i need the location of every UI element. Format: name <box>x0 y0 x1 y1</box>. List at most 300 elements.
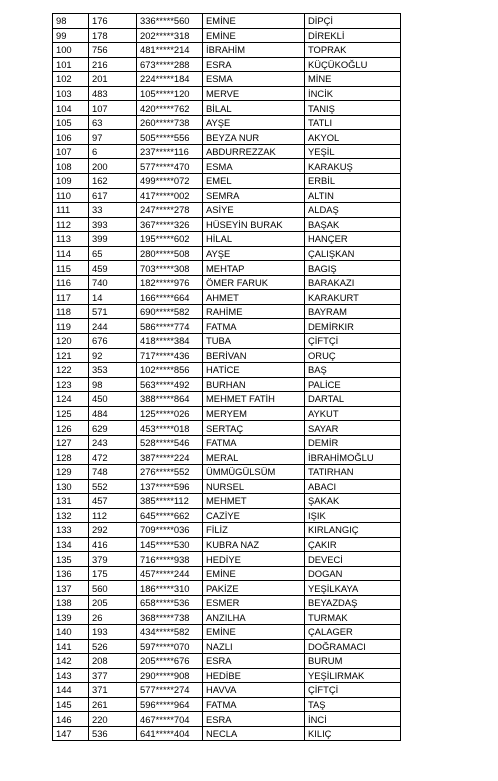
row-number-cell: 145 <box>53 697 89 712</box>
id-number-cell: 260*****738 <box>137 115 203 130</box>
id-number-cell: 434*****582 <box>137 624 203 639</box>
first-name-cell: HAVVA <box>203 683 305 698</box>
table-row <box>53 232 401 247</box>
first-name-cell: ESRA <box>203 712 305 727</box>
first-name-cell: BEYZA NUR <box>203 130 305 145</box>
last-name-cell: YEŞİLKAYA <box>305 581 401 596</box>
sequence-cell: 65 <box>89 246 137 261</box>
last-name-cell: BAŞAK <box>305 217 401 232</box>
id-number-cell: 716*****938 <box>137 552 203 567</box>
id-number-cell: 336*****560 <box>137 14 203 29</box>
table-row <box>53 43 401 58</box>
row-number-cell: 112 <box>53 217 89 232</box>
last-name-cell: YEŞİL <box>305 144 401 159</box>
id-number-cell: 205*****676 <box>137 654 203 669</box>
id-number-cell: 596*****964 <box>137 697 203 712</box>
sequence-cell: 261 <box>89 697 137 712</box>
table-row <box>53 246 401 261</box>
sequence-cell: 740 <box>89 275 137 290</box>
last-name-cell: ERBİL <box>305 174 401 189</box>
last-name-cell: ŞAKAK <box>305 494 401 509</box>
sequence-cell: 457 <box>89 494 137 509</box>
last-name-cell: DEVECİ <box>305 552 401 567</box>
id-number-cell: 105*****120 <box>137 86 203 101</box>
sequence-cell: 552 <box>89 479 137 494</box>
sequence-cell: 484 <box>89 406 137 421</box>
first-name-cell: ESMA <box>203 159 305 174</box>
last-name-cell: BAGIŞ <box>305 261 401 276</box>
table-row <box>53 304 401 319</box>
first-name-cell: TUBA <box>203 334 305 349</box>
first-name-cell: ÖMER FARUK <box>203 275 305 290</box>
row-number-cell: 117 <box>53 290 89 305</box>
first-name-cell: AHMET <box>203 290 305 305</box>
id-number-cell: 420*****762 <box>137 101 203 116</box>
last-name-cell: IŞIK <box>305 508 401 523</box>
table-row <box>53 654 401 669</box>
row-number-cell: 127 <box>53 435 89 450</box>
row-number-cell: 115 <box>53 261 89 276</box>
table-row <box>53 28 401 43</box>
id-number-cell: 709*****036 <box>137 523 203 538</box>
table-body <box>53 14 401 741</box>
table-row <box>53 639 401 654</box>
first-name-cell: NURSEL <box>203 479 305 494</box>
row-number-cell: 98 <box>53 14 89 29</box>
id-number-cell: 237*****116 <box>137 144 203 159</box>
sequence-cell: 353 <box>89 363 137 378</box>
table-row <box>53 712 401 727</box>
row-number-cell: 101 <box>53 57 89 72</box>
first-name-cell: EMEL <box>203 174 305 189</box>
row-number-cell: 109 <box>53 174 89 189</box>
first-name-cell: HATİCE <box>203 363 305 378</box>
table-row <box>53 508 401 523</box>
row-number-cell: 104 <box>53 101 89 116</box>
first-name-cell: HİLAL <box>203 232 305 247</box>
last-name-cell: PALİCE <box>305 377 401 392</box>
table-row <box>53 595 401 610</box>
id-number-cell: 387*****224 <box>137 450 203 465</box>
sequence-cell: 216 <box>89 57 137 72</box>
row-number-cell: 106 <box>53 130 89 145</box>
sequence-cell: 176 <box>89 14 137 29</box>
id-number-cell: 388*****864 <box>137 392 203 407</box>
first-name-cell: SERTAÇ <box>203 421 305 436</box>
id-number-cell: 166*****664 <box>137 290 203 305</box>
sequence-cell: 6 <box>89 144 137 159</box>
table-row <box>53 435 401 450</box>
id-number-cell: 417*****002 <box>137 188 203 203</box>
id-number-cell: 290*****908 <box>137 668 203 683</box>
first-name-cell: ANZILHA <box>203 610 305 625</box>
table-row <box>53 14 401 29</box>
first-name-cell: BURHAN <box>203 377 305 392</box>
sequence-cell: 98 <box>89 377 137 392</box>
table-row <box>53 174 401 189</box>
sequence-cell: 220 <box>89 712 137 727</box>
first-name-cell: AYŞE <box>203 246 305 261</box>
last-name-cell: YEŞİLIRMAK <box>305 668 401 683</box>
row-number-cell: 146 <box>53 712 89 727</box>
row-number-cell: 134 <box>53 537 89 552</box>
sequence-cell: 560 <box>89 581 137 596</box>
row-number-cell: 137 <box>53 581 89 596</box>
last-name-cell: SAYAR <box>305 421 401 436</box>
last-name-cell: DİREKLİ <box>305 28 401 43</box>
row-number-cell: 116 <box>53 275 89 290</box>
id-number-cell: 717*****436 <box>137 348 203 363</box>
last-name-cell: DEMİR <box>305 435 401 450</box>
id-number-cell: 690*****582 <box>137 304 203 319</box>
sequence-cell: 193 <box>89 624 137 639</box>
sequence-cell: 33 <box>89 203 137 218</box>
row-number-cell: 139 <box>53 610 89 625</box>
last-name-cell: KARAKUŞ <box>305 159 401 174</box>
id-number-cell: 586*****774 <box>137 319 203 334</box>
table-row <box>53 188 401 203</box>
sequence-cell: 243 <box>89 435 137 450</box>
first-name-cell: HEDİBE <box>203 668 305 683</box>
row-number-cell: 119 <box>53 319 89 334</box>
id-number-cell: 186*****310 <box>137 581 203 596</box>
id-number-cell: 125*****026 <box>137 406 203 421</box>
first-name-cell: RAHİME <box>203 304 305 319</box>
row-number-cell: 143 <box>53 668 89 683</box>
table-row <box>53 261 401 276</box>
id-number-cell: 137*****596 <box>137 479 203 494</box>
last-name-cell: KARAKURT <box>305 290 401 305</box>
id-number-cell: 182*****976 <box>137 275 203 290</box>
sequence-cell: 178 <box>89 28 137 43</box>
sequence-cell: 244 <box>89 319 137 334</box>
last-name-cell: MİNE <box>305 72 401 87</box>
id-number-cell: 641*****404 <box>137 726 203 741</box>
sequence-cell: 459 <box>89 261 137 276</box>
first-name-cell: HEDİYE <box>203 552 305 567</box>
last-name-cell: BARAKAZI <box>305 275 401 290</box>
last-name-cell: ALTIN <box>305 188 401 203</box>
sequence-cell: 416 <box>89 537 137 552</box>
table-row <box>53 683 401 698</box>
sequence-cell: 629 <box>89 421 137 436</box>
table-row <box>53 479 401 494</box>
first-name-cell: FATMA <box>203 697 305 712</box>
id-number-cell: 453*****018 <box>137 421 203 436</box>
row-number-cell: 103 <box>53 86 89 101</box>
sequence-cell: 205 <box>89 595 137 610</box>
id-number-cell: 367*****326 <box>137 217 203 232</box>
table-row <box>53 377 401 392</box>
first-name-cell: MEHMET <box>203 494 305 509</box>
last-name-cell: ORUÇ <box>305 348 401 363</box>
sequence-cell: 483 <box>89 86 137 101</box>
row-number-cell: 111 <box>53 203 89 218</box>
first-name-cell: EMİNE <box>203 624 305 639</box>
sequence-cell: 377 <box>89 668 137 683</box>
row-number-cell: 130 <box>53 479 89 494</box>
id-number-cell: 563*****492 <box>137 377 203 392</box>
first-name-cell: NECLA <box>203 726 305 741</box>
table-row <box>53 392 401 407</box>
sequence-cell: 63 <box>89 115 137 130</box>
id-number-cell: 195*****602 <box>137 232 203 247</box>
row-number-cell: 144 <box>53 683 89 698</box>
first-name-cell: MEHTAP <box>203 261 305 276</box>
sequence-cell: 200 <box>89 159 137 174</box>
sequence-cell: 571 <box>89 304 137 319</box>
table-row <box>53 144 401 159</box>
first-name-cell: HÜSEYİN BURAK <box>203 217 305 232</box>
table-row <box>53 566 401 581</box>
table-row <box>53 552 401 567</box>
row-number-cell: 102 <box>53 72 89 87</box>
table-row <box>53 275 401 290</box>
last-name-cell: İNCİK <box>305 86 401 101</box>
id-number-cell: 457*****244 <box>137 566 203 581</box>
id-number-cell: 481*****214 <box>137 43 203 58</box>
last-name-cell: TANIŞ <box>305 101 401 116</box>
first-name-cell: FİLİZ <box>203 523 305 538</box>
row-number-cell: 128 <box>53 450 89 465</box>
last-name-cell: BAŞ <box>305 363 401 378</box>
sequence-cell: 201 <box>89 72 137 87</box>
last-name-cell: HANÇER <box>305 232 401 247</box>
row-number-cell: 100 <box>53 43 89 58</box>
first-name-cell: EMİNE <box>203 14 305 29</box>
first-name-cell: CAZİYE <box>203 508 305 523</box>
table-row <box>53 581 401 596</box>
last-name-cell: AKYOL <box>305 130 401 145</box>
table-row <box>53 450 401 465</box>
row-number-cell: 121 <box>53 348 89 363</box>
id-number-cell: 467*****704 <box>137 712 203 727</box>
table-row <box>53 217 401 232</box>
row-number-cell: 105 <box>53 115 89 130</box>
last-name-cell: ÇAKIR <box>305 537 401 552</box>
sequence-cell: 393 <box>89 217 137 232</box>
first-name-cell: SEMRA <box>203 188 305 203</box>
id-number-cell: 597*****070 <box>137 639 203 654</box>
table-row <box>53 290 401 305</box>
first-name-cell: EMİNE <box>203 566 305 581</box>
first-name-cell: ESMER <box>203 595 305 610</box>
last-name-cell: TOPRAK <box>305 43 401 58</box>
row-number-cell: 110 <box>53 188 89 203</box>
sequence-cell: 756 <box>89 43 137 58</box>
id-number-cell: 577*****274 <box>137 683 203 698</box>
row-number-cell: 114 <box>53 246 89 261</box>
last-name-cell: ÇALIŞKAN <box>305 246 401 261</box>
last-name-cell: KÜÇÜKOĞLU <box>305 57 401 72</box>
sequence-cell: 14 <box>89 290 137 305</box>
row-number-cell: 142 <box>53 654 89 669</box>
first-name-cell: FATMA <box>203 435 305 450</box>
row-number-cell: 140 <box>53 624 89 639</box>
table-row <box>53 101 401 116</box>
first-name-cell: FATMA <box>203 319 305 334</box>
table-row <box>53 319 401 334</box>
last-name-cell: TATIRHAN <box>305 464 401 479</box>
sequence-cell: 208 <box>89 654 137 669</box>
id-number-cell: 673*****288 <box>137 57 203 72</box>
first-name-cell: MERAL <box>203 450 305 465</box>
results-table <box>52 13 401 741</box>
sequence-cell: 97 <box>89 130 137 145</box>
id-number-cell: 418*****384 <box>137 334 203 349</box>
row-number-cell: 129 <box>53 464 89 479</box>
last-name-cell: BURUM <box>305 654 401 669</box>
table-row <box>53 537 401 552</box>
first-name-cell: MERVE <box>203 86 305 101</box>
id-number-cell: 202*****318 <box>137 28 203 43</box>
first-name-cell: ESRA <box>203 57 305 72</box>
first-name-cell: BİLAL <box>203 101 305 116</box>
sequence-cell: 399 <box>89 232 137 247</box>
table-row <box>53 334 401 349</box>
last-name-cell: TATLI <box>305 115 401 130</box>
row-number-cell: 147 <box>53 726 89 741</box>
row-number-cell: 124 <box>53 392 89 407</box>
first-name-cell: ÜMMÜGÜLSÜM <box>203 464 305 479</box>
first-name-cell: ASİYE <box>203 203 305 218</box>
table-row <box>53 494 401 509</box>
table-row <box>53 203 401 218</box>
id-number-cell: 247*****278 <box>137 203 203 218</box>
first-name-cell: EMİNE <box>203 28 305 43</box>
id-number-cell: 658*****536 <box>137 595 203 610</box>
table-row <box>53 726 401 741</box>
sequence-cell: 379 <box>89 552 137 567</box>
first-name-cell: AYŞE <box>203 115 305 130</box>
table-row <box>53 348 401 363</box>
id-number-cell: 145*****530 <box>137 537 203 552</box>
table-row <box>53 72 401 87</box>
table-row <box>53 697 401 712</box>
first-name-cell: MERYEM <box>203 406 305 421</box>
last-name-cell: TURMAK <box>305 610 401 625</box>
row-number-cell: 120 <box>53 334 89 349</box>
sequence-cell: 676 <box>89 334 137 349</box>
first-name-cell: KUBRA NAZ <box>203 537 305 552</box>
sequence-cell: 371 <box>89 683 137 698</box>
sequence-cell: 92 <box>89 348 137 363</box>
sequence-cell: 162 <box>89 174 137 189</box>
last-name-cell: DİPÇİ <box>305 14 401 29</box>
row-number-cell: 99 <box>53 28 89 43</box>
table-row <box>53 624 401 639</box>
sequence-cell: 472 <box>89 450 137 465</box>
last-name-cell: KILIÇ <box>305 726 401 741</box>
table-row <box>53 464 401 479</box>
first-name-cell: PAKİZE <box>203 581 305 596</box>
sequence-cell: 536 <box>89 726 137 741</box>
table-row <box>53 668 401 683</box>
id-number-cell: 505*****556 <box>137 130 203 145</box>
sequence-cell: 175 <box>89 566 137 581</box>
id-number-cell: 224*****184 <box>137 72 203 87</box>
last-name-cell: ÇİFTÇİ <box>305 334 401 349</box>
sequence-cell: 748 <box>89 464 137 479</box>
last-name-cell: ÇİFTÇİ <box>305 683 401 698</box>
last-name-cell: TAŞ <box>305 697 401 712</box>
last-name-cell: DEMİRKIR <box>305 319 401 334</box>
row-number-cell: 135 <box>53 552 89 567</box>
sequence-cell: 107 <box>89 101 137 116</box>
first-name-cell: NAZLI <box>203 639 305 654</box>
table-row <box>53 159 401 174</box>
last-name-cell: BEYAZDAŞ <box>305 595 401 610</box>
row-number-cell: 108 <box>53 159 89 174</box>
last-name-cell: BAYRAM <box>305 304 401 319</box>
table-row <box>53 421 401 436</box>
last-name-cell: İNCİ <box>305 712 401 727</box>
id-number-cell: 280*****508 <box>137 246 203 261</box>
last-name-cell: ÇALAGER <box>305 624 401 639</box>
row-number-cell: 138 <box>53 595 89 610</box>
first-name-cell: ESRA <box>203 654 305 669</box>
table-row <box>53 57 401 72</box>
first-name-cell: BERİVAN <box>203 348 305 363</box>
table-row <box>53 130 401 145</box>
row-number-cell: 125 <box>53 406 89 421</box>
row-number-cell: 122 <box>53 363 89 378</box>
table-row <box>53 363 401 378</box>
row-number-cell: 133 <box>53 523 89 538</box>
table-row <box>53 406 401 421</box>
id-number-cell: 645*****662 <box>137 508 203 523</box>
id-number-cell: 276*****552 <box>137 464 203 479</box>
id-number-cell: 385*****112 <box>137 494 203 509</box>
row-number-cell: 131 <box>53 494 89 509</box>
last-name-cell: DOĞRAMACI <box>305 639 401 654</box>
first-name-cell: İBRAHİM <box>203 43 305 58</box>
row-number-cell: 132 <box>53 508 89 523</box>
id-number-cell: 577*****470 <box>137 159 203 174</box>
last-name-cell: DOGAN <box>305 566 401 581</box>
first-name-cell: ABDURREZZAK <box>203 144 305 159</box>
row-number-cell: 136 <box>53 566 89 581</box>
row-number-cell: 123 <box>53 377 89 392</box>
sequence-cell: 526 <box>89 639 137 654</box>
sequence-cell: 112 <box>89 508 137 523</box>
last-name-cell: KIRLANGIÇ <box>305 523 401 538</box>
sequence-cell: 617 <box>89 188 137 203</box>
last-name-cell: DARTAL <box>305 392 401 407</box>
table-row <box>53 86 401 101</box>
id-number-cell: 102*****856 <box>137 363 203 378</box>
last-name-cell: AYKUT <box>305 406 401 421</box>
row-number-cell: 141 <box>53 639 89 654</box>
id-number-cell: 368*****738 <box>137 610 203 625</box>
row-number-cell: 107 <box>53 144 89 159</box>
first-name-cell: MEHMET FATİH <box>203 392 305 407</box>
last-name-cell: İBRAHİMOĞLU <box>305 450 401 465</box>
sequence-cell: 26 <box>89 610 137 625</box>
sequence-cell: 450 <box>89 392 137 407</box>
row-number-cell: 126 <box>53 421 89 436</box>
table-row <box>53 610 401 625</box>
id-number-cell: 528*****546 <box>137 435 203 450</box>
last-name-cell: ALDAŞ <box>305 203 401 218</box>
last-name-cell: ABACI <box>305 479 401 494</box>
table-row <box>53 523 401 538</box>
row-number-cell: 118 <box>53 304 89 319</box>
table-row <box>53 115 401 130</box>
sequence-cell: 292 <box>89 523 137 538</box>
first-name-cell: ESMA <box>203 72 305 87</box>
id-number-cell: 703*****308 <box>137 261 203 276</box>
